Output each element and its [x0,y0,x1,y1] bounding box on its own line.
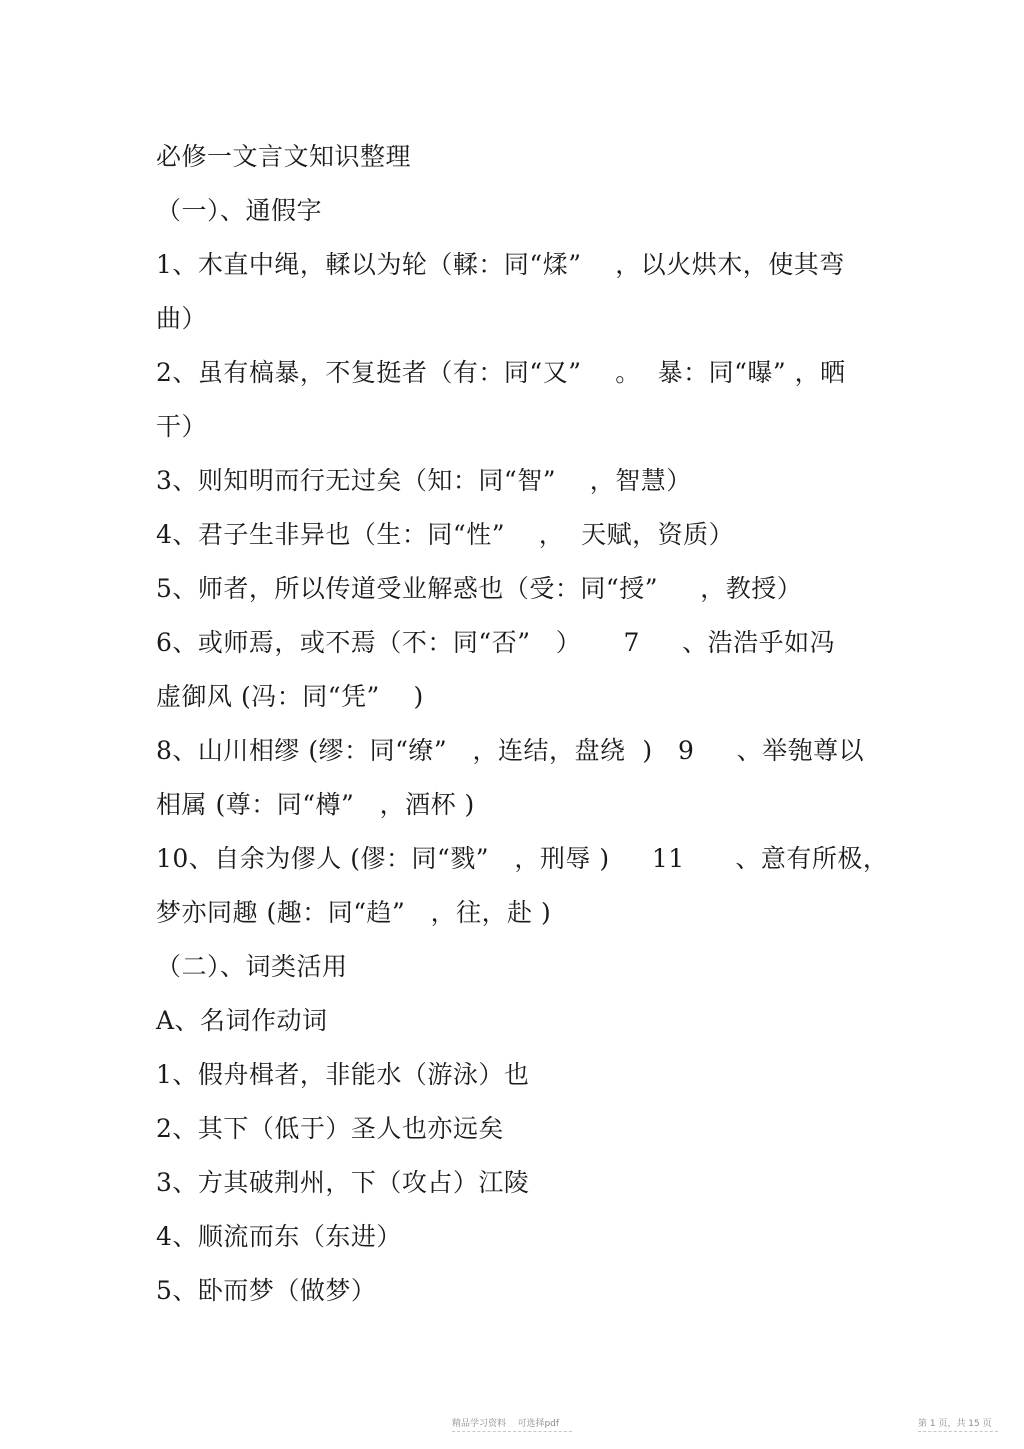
text-line: 2、其下（低于）圣人也亦远矣 [156,1114,504,1143]
text-line: 6、或师焉，或不焉（不：同“否” ） 7 、浩浩乎如冯 [156,628,836,657]
text-line: 3、则知明而行无过矣（知：同“智” ，智慧） [156,466,692,495]
section-heading: （二）、词类活用 [156,952,348,981]
text-line: 相属 (尊：同“樽” ，酒杯 ) [156,790,475,819]
text-line: 5、师者，所以传道受业解惑也（受：同“授” ，教授） [156,574,803,603]
text-line: 3、方其破荆州，下（攻占）江陵 [156,1168,530,1197]
text-line: 5、卧而梦（做梦） [156,1276,377,1305]
text-line: 1、木直中绳，輮以为轮（輮：同“煣” ，以火烘木，使其弯 [156,250,845,279]
text-line: 8、山川相缪 (缪：同“缭” ，连结，盘绕 ) 9 、举匏尊以 [156,736,865,765]
text-line: 干） [156,412,208,441]
document-title: 必修一文言文知识整理 [156,142,412,171]
footer-divider [918,1431,998,1432]
text-line: 4、顺流而东（东进） [156,1222,402,1251]
text-line: 虚御风 (冯：同“凭” ) [156,682,424,711]
text-line: 曲） [156,304,208,333]
text-line: 4、君子生非异也（生：同“性” ， 天赋，资质） [156,520,735,549]
subsection-heading: A、名词作动词 [156,1006,328,1035]
text-line: 2、虽有槁暴，不复挺者（有：同“又” 。 暴：同“曝” ，晒 [156,358,846,387]
footer-divider [452,1431,572,1432]
text-line: 梦亦同趣 (趣：同“趋” ，往，赴 ) [156,898,552,927]
footer-watermark: 精品学习资料 可选择pdf [452,1419,560,1429]
text-line: 10、自余为僇人 (僇：同“戮” ，刑辱 ) 11 、意有所极， [156,844,889,873]
document-content [156,130,889,1318]
text-line: 1、假舟楫者，非能水（游泳）也 [156,1060,530,1089]
text-line: （一）、通假字 [156,196,323,225]
page-number: 第 1 页，共 15 页 [918,1419,992,1429]
